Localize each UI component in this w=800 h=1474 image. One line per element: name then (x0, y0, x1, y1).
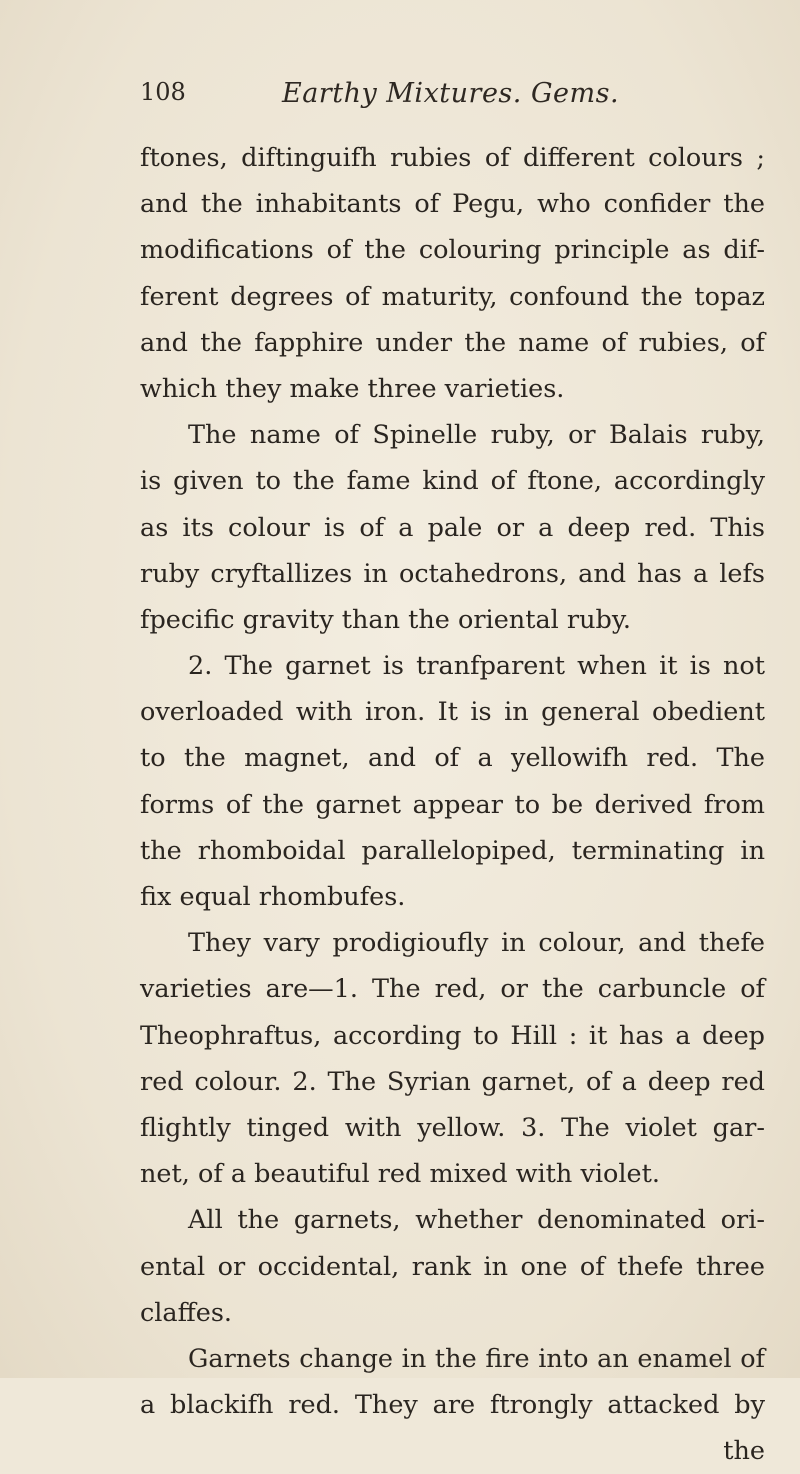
text-line: to the magnet, and of a yellowifh red. The (140, 743, 765, 774)
text-line: the rhomboidal parallelopiped, terminating in (140, 835, 765, 866)
text-line: is given to the fame kind of ftone, accordingly (140, 466, 765, 497)
text-line: net, of a beautiful red mixed with violet. (140, 1159, 660, 1190)
text-line: varieties are—1. The red, or the carbuncle of (140, 974, 765, 1005)
text-line: ftones, diftinguifh rubies of different colours ; (140, 143, 765, 173)
text-line: overloaded with iron. It is in general obedient (140, 697, 765, 728)
body-text (140, 135, 765, 1474)
text-line: The name of Spinelle ruby, or Balais ruby, (188, 420, 765, 451)
text-line: red colour. 2. The Syrian garnet, of a deep red (140, 1066, 765, 1097)
text-line: They vary prodigioufly in colour, and thefe (188, 928, 765, 959)
text-line: fpecific gravity than the oriental ruby. (140, 604, 631, 635)
text-line: and the fapphire under the name of rubies, of (140, 327, 765, 358)
text-line: Garnets change in the fire into an enamel of (188, 1343, 765, 1374)
text-line: ruby cryftallizes in octahedrons, and has a lefs (140, 558, 765, 589)
text-line: ferent degrees of maturity, confound the topaz (140, 281, 765, 312)
page-number: 108 (140, 78, 186, 106)
running-header (140, 78, 740, 118)
running-title: Earthy Mixtures. Gems. (282, 78, 620, 109)
text-line: fix equal rhombufes. (140, 882, 406, 912)
text-line: and the inhabitants of Pegu, who confider the (140, 189, 765, 220)
text-line: which they make three varieties. (140, 373, 565, 404)
text-line: forms of the garnet appear to be derived from (140, 789, 765, 820)
text-line: 2. The garnet is tranfparent when it is not (188, 651, 765, 682)
text-line: a blackifh red. They are ftrongly attacked by (140, 1390, 765, 1421)
text-line: modifications of the colouring principle as dif- (140, 235, 765, 266)
text-line: as its colour is of a pale or a deep red. This (140, 512, 765, 543)
text-line: flightly tinged with yellow. 3. The violet gar- (140, 1112, 765, 1143)
catchword: the (723, 1436, 765, 1467)
text-line: ental or occidental, rank in one of thefe three (140, 1251, 765, 1282)
text-line: claffes. (140, 1297, 233, 1328)
text-line: Theophraftus, according to Hill : it has a deep (140, 1020, 765, 1051)
text-line: All the garnets, whether denominated ori- (188, 1205, 765, 1236)
